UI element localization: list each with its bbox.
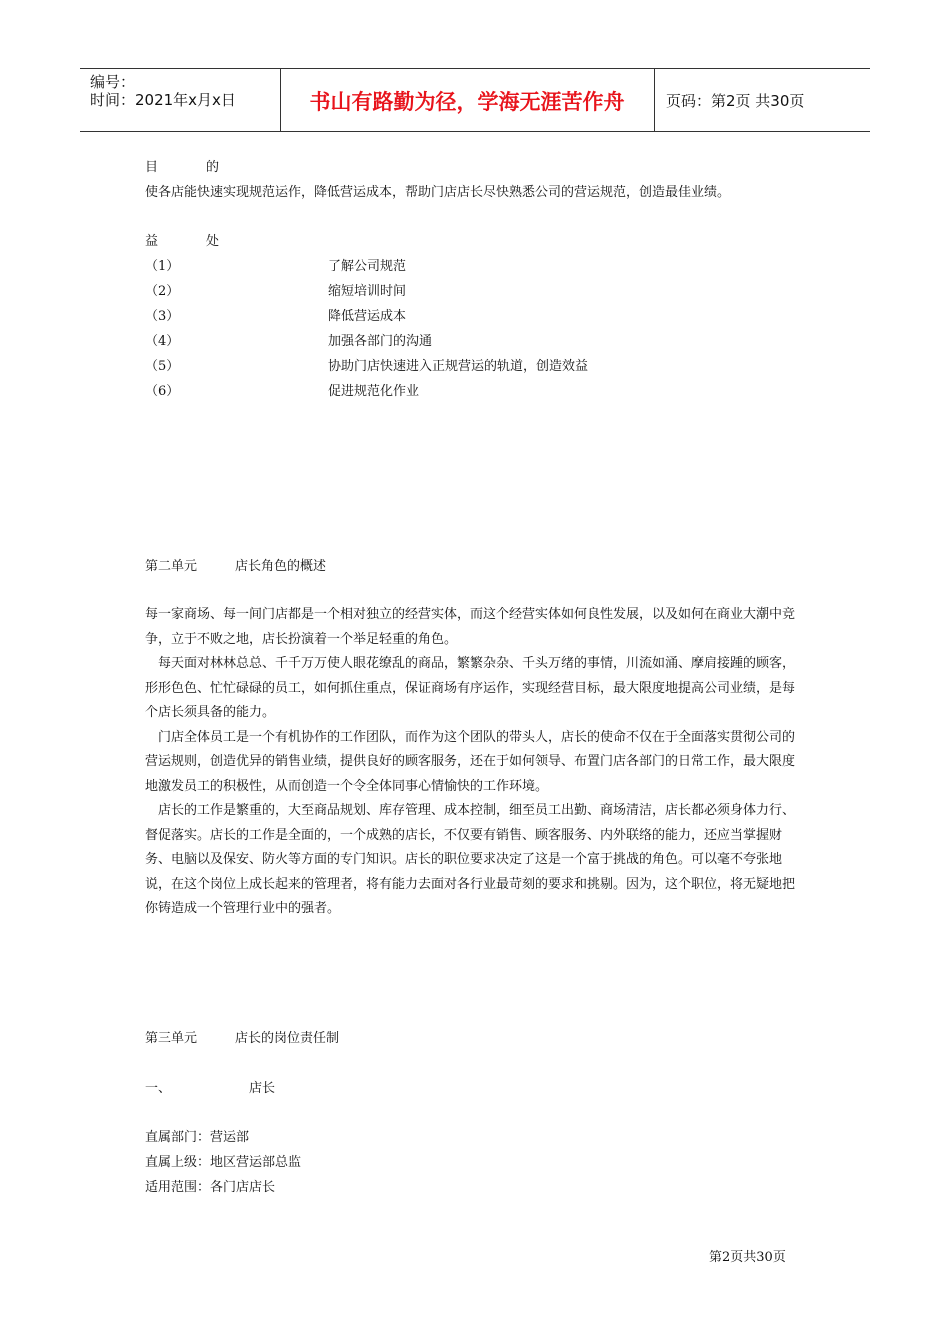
- unit3-label: 第三单元: [145, 1031, 198, 1046]
- benefit-text: 缩短培训时间: [328, 284, 407, 299]
- serial-label: 编号：: [90, 73, 136, 91]
- benefit-text: 协助门店快速进入正规营运的轨道，创造效益: [328, 359, 589, 374]
- unit3-title: 店长的岗位责任制: [235, 1031, 340, 1046]
- purpose-text: 使各店能快速实现规范运作，降低营运成本，帮助门店店长尽快熟悉公司的营运规范，创造最佳业绩。: [145, 185, 731, 200]
- unit2-paragraph: 每一家商场、每一间门店都是一个相对独立的经营实体，而这个经营实体如何良性发展，以及如何在商业大潮中竞争，立于不败之地，店长扮演着一个举足轻重的角色。: [145, 607, 796, 647]
- benefit-text: 降低营运成本: [328, 309, 407, 324]
- benefits-heading-a: 益: [145, 234, 159, 249]
- benefit-text: 了解公司规范: [328, 259, 407, 274]
- date-line: 时间：2021年x月x日: [90, 91, 236, 109]
- purpose-heading-a: 目: [145, 160, 159, 175]
- unit3-dept: 直属部门：营运部: [145, 1130, 250, 1145]
- unit3-scope: 适用范围：各门店店长: [145, 1180, 276, 1195]
- unit3-section-num: 一、: [145, 1081, 172, 1096]
- header-motto-cell: [280, 69, 655, 131]
- benefit-num: （2）: [145, 284, 180, 299]
- unit2-paragraph: 门店全体员工是一个有机协作的工作团队，而作为这个团队的带头人，店长的使命不仅在于全面落实贯彻公司的营运规则，创造优异的销售业绩，提供良好的顾客服务，还在于如何领导、布置门店各部门的日常工作，最大限度地激发员工的积极性，从而创造一个令全体同事心情愉快的工作环境。: [145, 729, 796, 794]
- unit2-paragraph: 每天面对林林总总、千千万万使人眼花缭乱的商品，繁繁杂杂、千头万绪的事情，川流如涌、摩肩接踵的顾客，形形色色、忙忙碌碌的员工，如何抓住重点，保证商场有序运作，实现经营目标，最大限度地提高公司业绩，是每个店长须具备的能力。: [145, 656, 796, 720]
- benefit-text: 促进规范化作业: [328, 384, 420, 399]
- benefit-num: （4）: [145, 334, 180, 349]
- page-footer: 第2页共30页: [709, 1250, 786, 1265]
- benefit-num: （6）: [145, 384, 180, 399]
- benefits-heading-b: 处: [206, 234, 220, 249]
- header-info-cell: [80, 69, 281, 131]
- unit2-title: 店长角色的概述: [235, 559, 327, 574]
- header-page-cell: [655, 69, 870, 131]
- unit2-paragraph: 店长的工作是繁重的，大至商品规划、库存管理、成本控制，细至员工出勤、商场清洁，店长都必须身体力行、督促落实。店长的工作是全面的，一个成熟的店长，不仅要有销售、顾客服务、内外联络的能力，还应当掌握财务、电脑以及保安、防火等方面的专门知识。店长的职位要求决定了这是一个富于挑战的角色。可以毫不夸张地说，在这个岗位上成长起来的管理者，将有能力去面对各行业最苛刻的要求和挑剔。因为，这个职位，将无疑地把你铸造成一个管理行业中的强者。: [145, 803, 796, 916]
- unit3-superior: 直属上级：地区营运部总监: [145, 1155, 302, 1170]
- unit3-section-title: 店长: [249, 1081, 276, 1096]
- benefit-num: （1）: [145, 259, 180, 274]
- unit2-label: 第二单元: [145, 559, 198, 574]
- page-info: 页码：第2页 共30页: [666, 92, 805, 110]
- benefit-text: 加强各部门的沟通: [328, 334, 433, 349]
- unit2-body: [145, 603, 807, 922]
- page-header: [80, 68, 870, 132]
- benefit-num: （3）: [145, 309, 180, 324]
- benefit-num: （5）: [145, 359, 180, 374]
- purpose-heading-b: 的: [206, 160, 220, 175]
- motto: 书山有路勤为径，学海无涯苦作舟: [309, 90, 625, 114]
